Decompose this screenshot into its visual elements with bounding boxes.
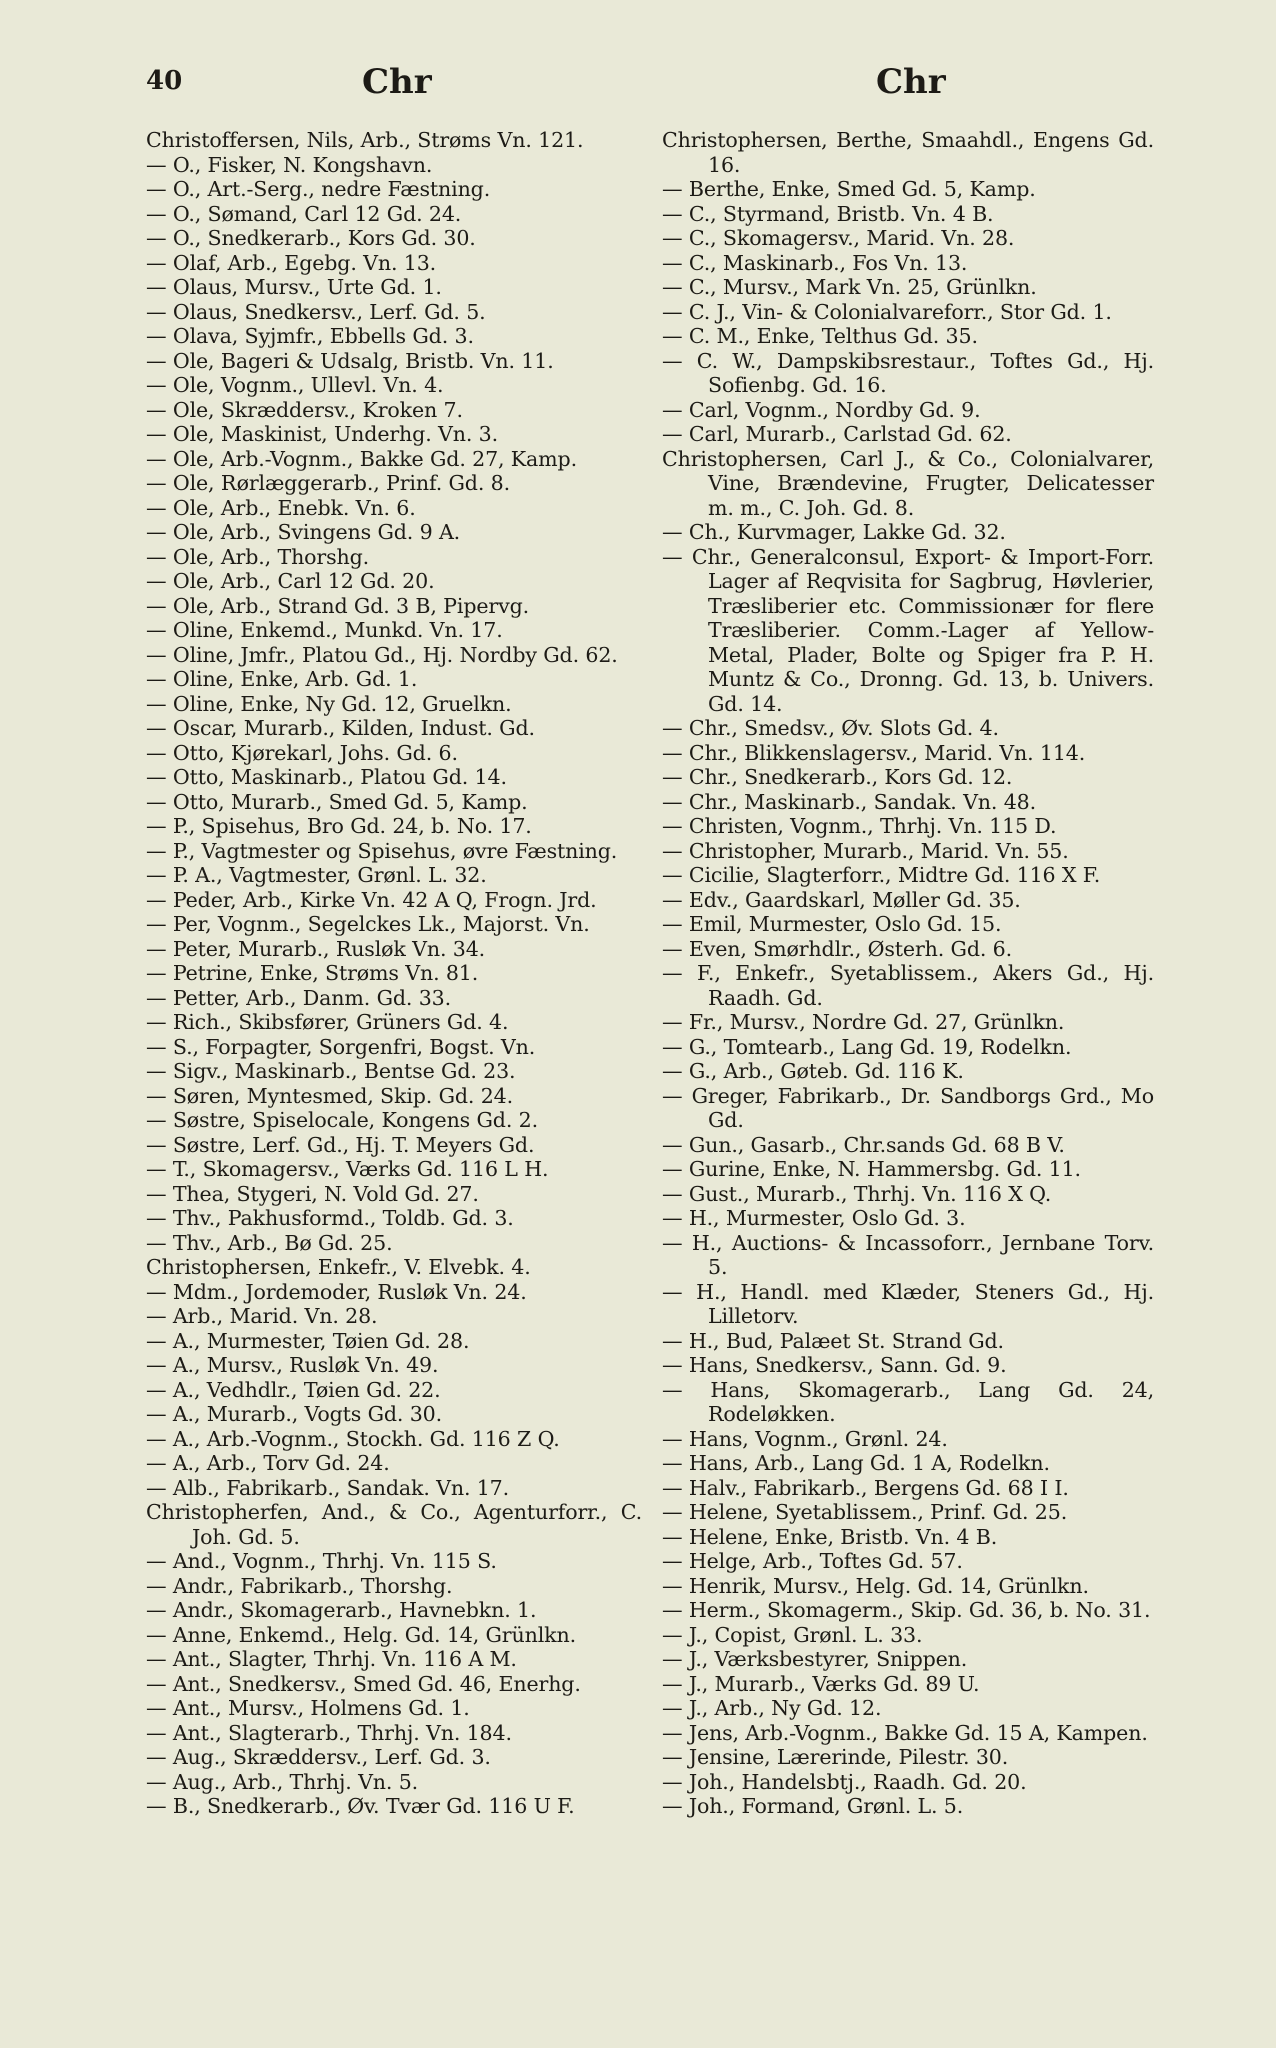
directory-entry: — Thea, Stygeri, N. Vold Gd. 27. — [146, 1181, 479, 1206]
directory-entry: — Cicilie, Slagterforr., Midtre Gd. 116 X F. — [662, 863, 1101, 887]
directory-entry: — A., Murarb., Vogts Gd. 30. — [146, 1402, 443, 1426]
directory-entry: — H., Auctions- & Incassoforr., Jernbane Torv. 5. — [662, 1230, 1154, 1279]
page-header — [0, 62, 1276, 108]
directory-entry: — Berthe, Enke, Smed Gd. 5, Kamp. — [662, 177, 1036, 201]
directory-entry: — Alb., Fabrikarb., Sandak. Vn. 17. — [146, 1475, 510, 1500]
directory-entry: — Helene, Syetablissem., Prinf. Gd. 25. — [662, 1500, 1068, 1524]
directory-entry: — T., Skomagersv., Værks Gd. 116 L H. — [146, 1157, 549, 1181]
directory-entry: — Jens, Arb.-Vognm., Bakke Gd. 15 A, Kampen. — [662, 1720, 1148, 1745]
directory-entry: — P., Vagtmester og Spisehus, øvre Fæstning. — [146, 838, 618, 863]
directory-entry: — C. J., Vin- & Colonialvareforr., Stor Gd. 1. — [662, 299, 1112, 324]
directory-entry: Christopherfen, And., & Co., Agenturforr., C. Joh. Gd. 5. — [146, 1500, 642, 1549]
directory-entry: — C., Maskinarb., Fos Vn. 13. — [662, 250, 968, 275]
directory-entry: — Chr., Snedkerarb., Kors Gd. 12. — [662, 765, 1013, 789]
directory-entry: — A., Murmester, Tøien Gd. 28. — [146, 1328, 470, 1353]
directory-entry: — Andr., Skomagerarb., Havnebkn. 1. — [146, 1598, 537, 1622]
directory-entry: — Peder, Arb., Kirke Vn. 42 A Q, Frogn. Jrd. — [146, 887, 597, 912]
directory-entry: — C., Skomagersv., Marid. Vn. 28. — [662, 226, 1015, 250]
directory-entry: — Ole, Skræddersv., Kroken 7. — [146, 397, 463, 422]
directory-entry: — Ole, Arb., Enebk. Vn. 6. — [146, 495, 416, 520]
directory-entry: — F., Enkefr., Syetablissem., Akers Gd., Hj. Raadh. Gd. — [662, 961, 1154, 1010]
directory-entry: — G., Tomtearb., Lang Gd. 19, Rodelkn. — [662, 1034, 1072, 1059]
directory-entry: — Thv., Arb., Bø Gd. 25. — [146, 1230, 393, 1255]
directory-entry: — Oline, Enkemd., Munkd. Vn. 17. — [146, 618, 503, 642]
directory-entry: — Gurine, Enke, N. Hammersbg. Gd. 11. — [662, 1157, 1081, 1181]
directory-entry: — J., Murarb., Værks Gd. 89 U. — [662, 1671, 980, 1696]
directory-entry: — Olava, Syjmfr., Ebbells Gd. 3. — [146, 324, 474, 348]
directory-entry: — Joh., Handelsbtj., Raadh. Gd. 20. — [662, 1769, 1027, 1794]
directory-entry: — Ole, Rørlæggerarb., Prinf. Gd. 8. — [146, 471, 510, 495]
directory-entry: — P., Spisehus, Bro Gd. 24, b. No. 17. — [146, 814, 532, 838]
directory-entry: — Even, Smørhdlr., Østerh. Gd. 6. — [662, 936, 1013, 961]
directory-entry: — Olaf, Arb., Egebg. Vn. 13. — [146, 250, 437, 275]
directory-entry: Christophersen, Berthe, Smaahdl., Engens Gd. 16. — [662, 128, 1154, 177]
directory-entry: — C., Styrmand, Bristb. Vn. 4 B. — [662, 201, 994, 226]
directory-entry: — Hans, Skomagerarb., Lang Gd. 24, Rodeløkken. — [662, 1377, 1154, 1426]
directory-entry: — Oscar, Murarb., Kilden, Indust. Gd. — [146, 716, 535, 740]
directory-entry: — Arb., Marid. Vn. 28. — [146, 1304, 378, 1328]
directory-entry: — Rich., Skibsfører, Grüners Gd. 4. — [146, 1010, 509, 1034]
directory-entry: — A., Arb.-Vognm., Stockh. Gd. 116 Z Q. — [146, 1426, 560, 1451]
directory-entry: — Ant., Mursv., Holmens Gd. 1. — [146, 1696, 470, 1720]
directory-entry: — Ole, Arb.-Vognm., Bakke Gd. 27, Kamp. — [146, 446, 577, 471]
directory-entry: — Ole, Arb., Thorshg. — [146, 544, 370, 569]
directory-entry: — H., Bud, Palæet St. Strand Gd. — [662, 1328, 1004, 1353]
directory-entry: — C. M., Enke, Telthus Gd. 35. — [662, 324, 978, 348]
directory-entry: — Fr., Mursv., Nordre Gd. 27, Grünlkn. — [662, 1010, 1065, 1034]
directory-entry: — Ole, Maskinist, Underhg. Vn. 3. — [146, 422, 498, 446]
directory-entry: — Helge, Arb., Toftes Gd. 57. — [662, 1549, 963, 1573]
directory-entry: — Ole, Arb., Strand Gd. 3 B, Pipervg. — [146, 593, 529, 618]
directory-entry: — Petrine, Enke, Strøms Vn. 81. — [146, 961, 479, 985]
directory-entry: — Aug., Skræddersv., Lerf. Gd. 3. — [146, 1745, 491, 1769]
directory-entry: — Andr., Fabrikarb., Thorshg. — [146, 1573, 453, 1598]
directory-entry: — Anne, Enkemd., Helg. Gd. 14, Grünlkn. — [146, 1622, 577, 1647]
directory-entry: — G., Arb., Gøteb. Gd. 116 K. — [662, 1059, 964, 1083]
directory-entry: — A., Mursv., Rusløk Vn. 49. — [146, 1353, 439, 1377]
directory-entry: — Mdm., Jordemoder, Rusløk Vn. 24. — [146, 1279, 527, 1304]
directory-entry: — Hans, Vognm., Grønl. 24. — [662, 1426, 948, 1451]
directory-entry: Christoffersen, Nils, Arb., Strøms Vn. 121. — [146, 128, 584, 152]
directory-entry: — Petter, Arb., Danm. Gd. 33. — [146, 985, 452, 1010]
directory-entry: — O., Fisker, N. Kongshavn. — [146, 152, 433, 177]
directory-entry: — Carl, Vognm., Nordby Gd. 9. — [662, 397, 981, 422]
directory-entry: — Søren, Myntesmed, Skip. Gd. 24. — [146, 1083, 514, 1108]
directory-entry: — Edv., Gaardskarl, Møller Gd. 35. — [662, 887, 1021, 912]
directory-entry: — Halv., Fabrikarb., Bergens Gd. 68 I I. — [662, 1475, 1069, 1500]
directory-entry: — A., Vedhdlr., Tøien Gd. 22. — [146, 1377, 441, 1402]
directory-entry: — Henrik, Mursv., Helg. Gd. 14, Grünlkn. — [662, 1573, 1089, 1598]
directory-entry: — B., Snedkerarb., Øv. Tvær Gd. 116 U F. — [146, 1794, 575, 1818]
page-number: 40 — [146, 66, 183, 96]
directory-entry: — Otto, Kjørekarl, Johs. Gd. 6. — [146, 740, 458, 765]
left-running-head: Chr — [362, 62, 432, 102]
directory-entry: — J., Copist, Grønl. L. 33. — [662, 1622, 923, 1647]
directory-entry: — Chr., Generalconsul, Export- & Import-Forr. Lager af Reqvisita for Sagbrug, Høvlerier, Træsliberier etc. Commissionær for flere Træsliberier. Comm.-Lager af Yellow-Metal, Plader, Bolte og Spiger fra P. H. Muntz & Co., Dronng. Gd. 13, b. Univers. Gd. 14. — [662, 544, 1154, 716]
directory-entry: — J., Værksbestyrer, Snippen. — [662, 1647, 968, 1671]
directory-entry: — Peter, Murarb., Rusløk Vn. 34. — [146, 936, 486, 961]
directory-entry: — Oline, Jmfr., Platou Gd., Hj. Nordby Gd. 62. — [146, 642, 618, 667]
directory-entry: — Ole, Arb., Carl 12 Gd. 20. — [146, 569, 435, 593]
directory-entry: — Herm., Skomagerm., Skip. Gd. 36, b. No. 31. — [662, 1598, 1151, 1622]
directory-entry: — Otto, Murarb., Smed Gd. 5, Kamp. — [146, 789, 528, 814]
directory-entry: — O., Sømand, Carl 12 Gd. 24. — [146, 201, 462, 226]
directory-entry: — Chr., Maskinarb., Sandak. Vn. 48. — [662, 789, 1036, 814]
directory-entry: — J., Arb., Ny Gd. 12. — [662, 1696, 882, 1720]
directory-entry: — P. A., Vagtmester, Grønl. L. 32. — [146, 863, 487, 887]
directory-entry: — Jensine, Lærerinde, Pilestr. 30. — [662, 1745, 1009, 1769]
directory-entry: — Greger, Fabrikarb., Dr. Sandborgs Grd., Mo Gd. — [662, 1083, 1154, 1132]
directory-entry: — Sigv., Maskinarb., Bentse Gd. 23. — [146, 1059, 516, 1083]
directory-entry: — Otto, Maskinarb., Platou Gd. 14. — [146, 765, 507, 789]
directory-entry: — Thv., Pakhusformd., Toldb. Gd. 3. — [146, 1206, 514, 1230]
directory-entry: — Søstre, Lerf. Gd., Hj. T. Meyers Gd. — [146, 1132, 535, 1157]
right-running-head: Chr — [876, 62, 946, 102]
directory-entry: — H., Murmester, Oslo Gd. 3. — [662, 1206, 966, 1230]
directory-entry: — Christen, Vognm., Thrhj. Vn. 115 D. — [662, 814, 1057, 838]
directory-entry: — Carl, Murarb., Carlstad Gd. 62. — [662, 422, 1012, 446]
directory-entry: — Ole, Bageri & Udsalg, Bristb. Vn. 11. — [146, 348, 554, 373]
directory-entry: — Ole, Arb., Svingens Gd. 9 A. — [146, 520, 461, 544]
directory-entry: — Hans, Arb., Lang Gd. 1 A, Rodelkn. — [662, 1451, 1050, 1475]
directory-entry: — C. W., Dampskibsrestaur., Toftes Gd., Hj. Sofienbg. Gd. 16. — [662, 348, 1154, 397]
directory-entry: — Gun., Gasarb., Chr.sands Gd. 68 B V. — [662, 1132, 1065, 1157]
directory-entry: — Emil, Murmester, Oslo Gd. 15. — [662, 912, 1002, 936]
directory-entry: — Helene, Enke, Bristb. Vn. 4 B. — [662, 1524, 998, 1549]
directory-entry: — Ole, Vognm., Ullevl. Vn. 4. — [146, 373, 444, 397]
directory-entry: — Oline, Enke, Arb. Gd. 1. — [146, 667, 418, 691]
directory-entry: — C., Mursv., Mark Vn. 25, Grünlkn. — [662, 275, 1037, 299]
directory-entry: — And., Vognm., Thrhj. Vn. 115 S. — [146, 1549, 497, 1573]
directory-entry: — Ant., Slagter, Thrhj. Vn. 116 A M. — [146, 1647, 517, 1671]
directory-entry: — Per, Vognm., Segelckes Lk., Majorst. Vn. — [146, 912, 590, 936]
directory-entry: — Ant., Slagterarb., Thrhj. Vn. 184. — [146, 1720, 512, 1745]
right-column — [662, 128, 1154, 1819]
directory-entry: — S., Forpagter, Sorgenfri, Bogst. Vn. — [146, 1034, 536, 1059]
directory-entry: — Søstre, Spiselocale, Kongens Gd. 2. — [146, 1108, 538, 1132]
directory-entry: — Oline, Enke, Ny Gd. 12, Gruelkn. — [146, 691, 512, 716]
directory-entry: — Joh., Formand, Grønl. L. 5. — [662, 1794, 964, 1818]
directory-entry: — Hans, Snedkersv., Sann. Gd. 9. — [662, 1353, 1007, 1377]
directory-entry: Christophersen, Enkefr., V. Elvebk. 4. — [146, 1255, 531, 1279]
directory-entry: — H., Handl. med Klæder, Steners Gd., Hj. Lilletorv. — [662, 1279, 1154, 1328]
directory-entry: Christophersen, Carl J., & Co., Colonialvarer, Vine, Brændevine, Frugter, Delicatesser m. m., C. Joh. Gd. 8. — [662, 446, 1154, 520]
directory-entry: — Ant., Snedkersv., Smed Gd. 46, Enerhg. — [146, 1671, 581, 1696]
left-column — [146, 128, 642, 1819]
directory-entry: — O., Art.-Serg., nedre Fæstning. — [146, 177, 491, 201]
directory-entry: — Chr., Smedsv., Øv. Slots Gd. 4. — [662, 716, 999, 740]
directory-entry: — A., Arb., Torv Gd. 24. — [146, 1451, 390, 1475]
directory-entry: — Christopher, Murarb., Marid. Vn. 55. — [662, 838, 1069, 863]
directory-entry: — Chr., Blikkenslagersv., Marid. Vn. 114. — [662, 740, 1086, 765]
directory-entry: — O., Snedkerarb., Kors Gd. 30. — [146, 226, 476, 250]
directory-entry: — Olaus, Mursv., Urte Gd. 1. — [146, 275, 442, 299]
directory-entry: — Ch., Kurvmager, Lakke Gd. 32. — [662, 520, 1006, 544]
directory-entry: — Olaus, Snedkersv., Lerf. Gd. 5. — [146, 299, 486, 324]
directory-entry: — Gust., Murarb., Thrhj. Vn. 116 X Q. — [662, 1181, 1052, 1206]
directory-entry: — Aug., Arb., Thrhj. Vn. 5. — [146, 1769, 419, 1794]
